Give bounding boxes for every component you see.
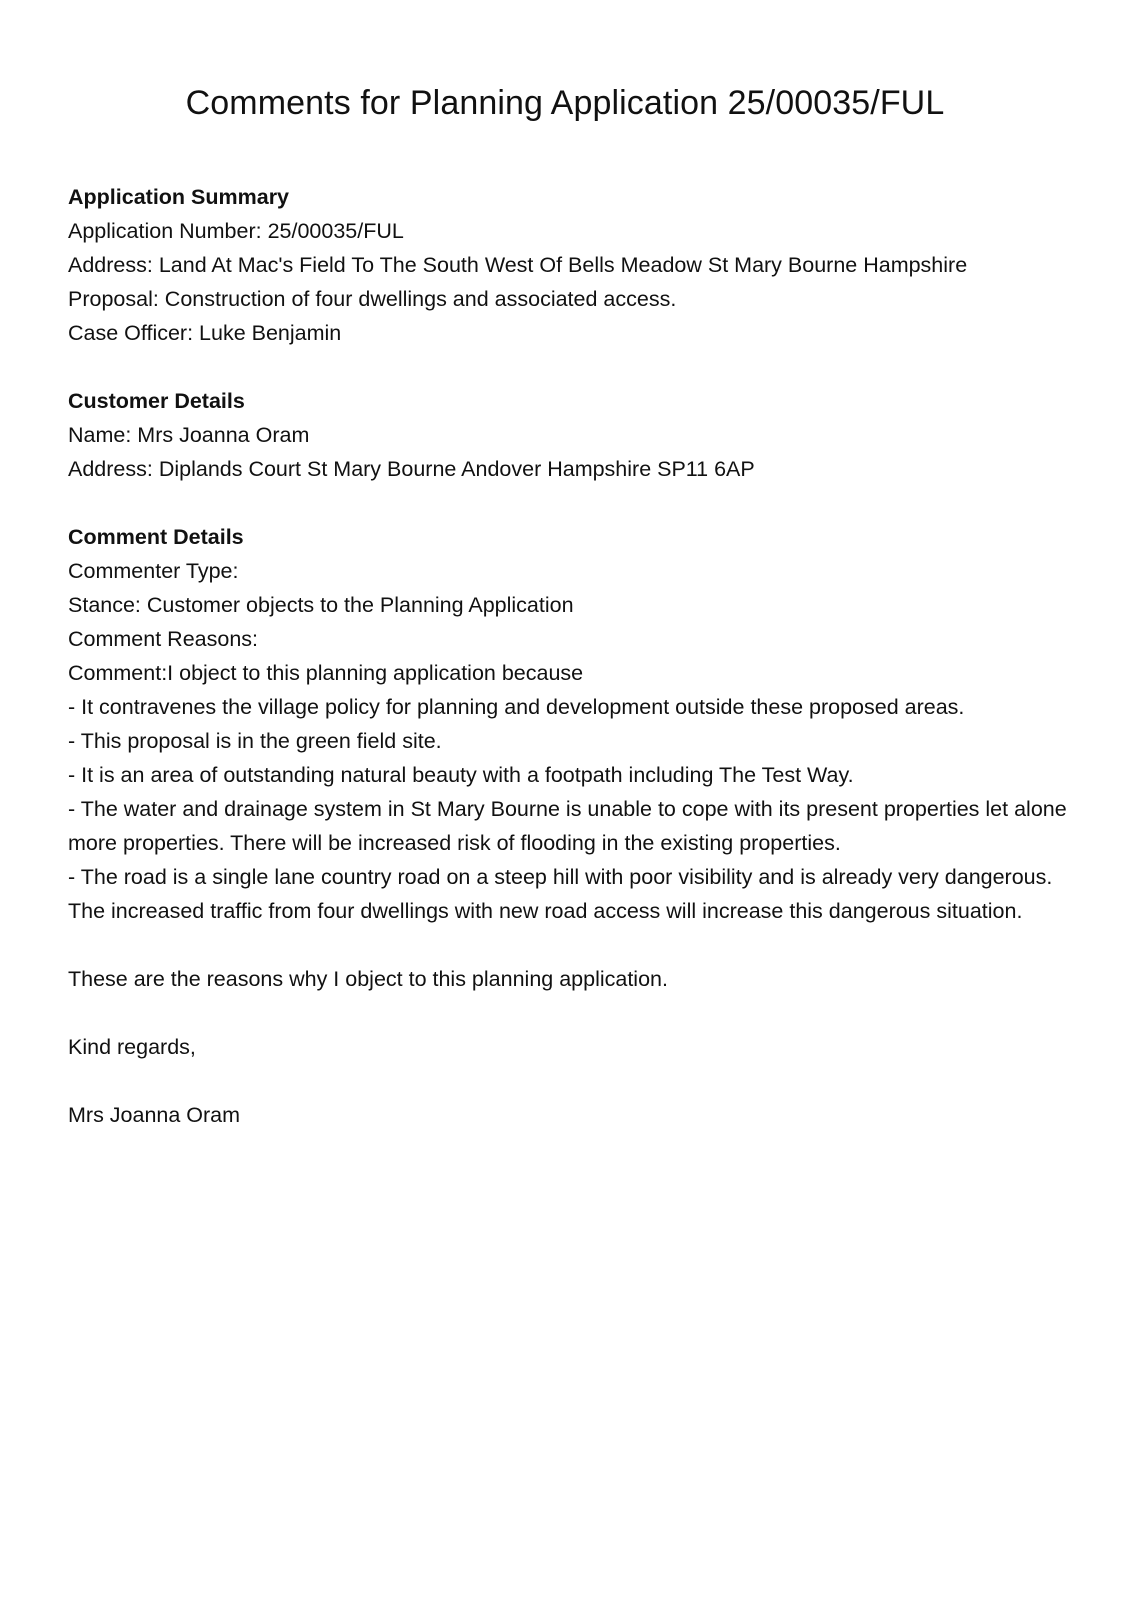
document-body — [68, 180, 1068, 1166]
commenter-type: Commenter Type: — [68, 559, 239, 583]
comment-point: - The water and drainage system in St Mary Bourne is unable to cope with its present properties let alone more properties. There will be increased risk of flooding in the existing properties. — [68, 797, 1067, 855]
customer-details-section — [68, 384, 1068, 486]
signature: Mrs Joanna Oram — [68, 1103, 241, 1127]
comment-reasons: Comment Reasons: — [68, 627, 258, 651]
application-summary-heading: Application Summary — [68, 185, 290, 209]
stance: Stance: Customer objects to the Planning Application — [68, 593, 574, 617]
comment-details-section — [68, 520, 1068, 1132]
spacer — [68, 1064, 1068, 1098]
customer-name: Name: Mrs Joanna Oram — [68, 423, 310, 447]
comment-intro: Comment:I object to this planning application because — [68, 661, 584, 685]
comment-point: - The road is a single lane country road on a steep hill with poor visibility and is already very dangerous. The increased traffic from four dwellings with new road access will increase this dangerous situation. — [68, 865, 1053, 923]
application-summary-section — [68, 180, 1068, 350]
comment-point: - It is an area of outstanding natural beauty with a footpath including The Test Way. — [68, 763, 854, 787]
application-proposal: Proposal: Construction of four dwellings and associated access. — [68, 287, 677, 311]
spacer — [68, 996, 1068, 1030]
application-address: Address: Land At Mac's Field To The South West Of Bells Meadow St Mary Bourne Hampshire — [68, 253, 968, 277]
customer-details-heading: Customer Details — [68, 389, 245, 413]
spacer — [68, 928, 1068, 962]
sign-off: Kind regards, — [68, 1035, 196, 1059]
page-title: Comments for Planning Application 25/00035/FUL — [185, 84, 945, 122]
comment-point: - This proposal is in the green field site. — [68, 729, 442, 753]
comment-details-heading: Comment Details — [68, 525, 244, 549]
closing-statement: These are the reasons why I object to this planning application. — [68, 967, 668, 991]
application-number: Application Number: 25/00035/FUL — [68, 219, 404, 243]
case-officer: Case Officer: Luke Benjamin — [68, 321, 342, 345]
customer-address: Address: Diplands Court St Mary Bourne Andover Hampshire SP11 6AP — [68, 457, 755, 481]
comment-point: - It contravenes the village policy for planning and development outside these proposed areas. — [68, 695, 965, 719]
